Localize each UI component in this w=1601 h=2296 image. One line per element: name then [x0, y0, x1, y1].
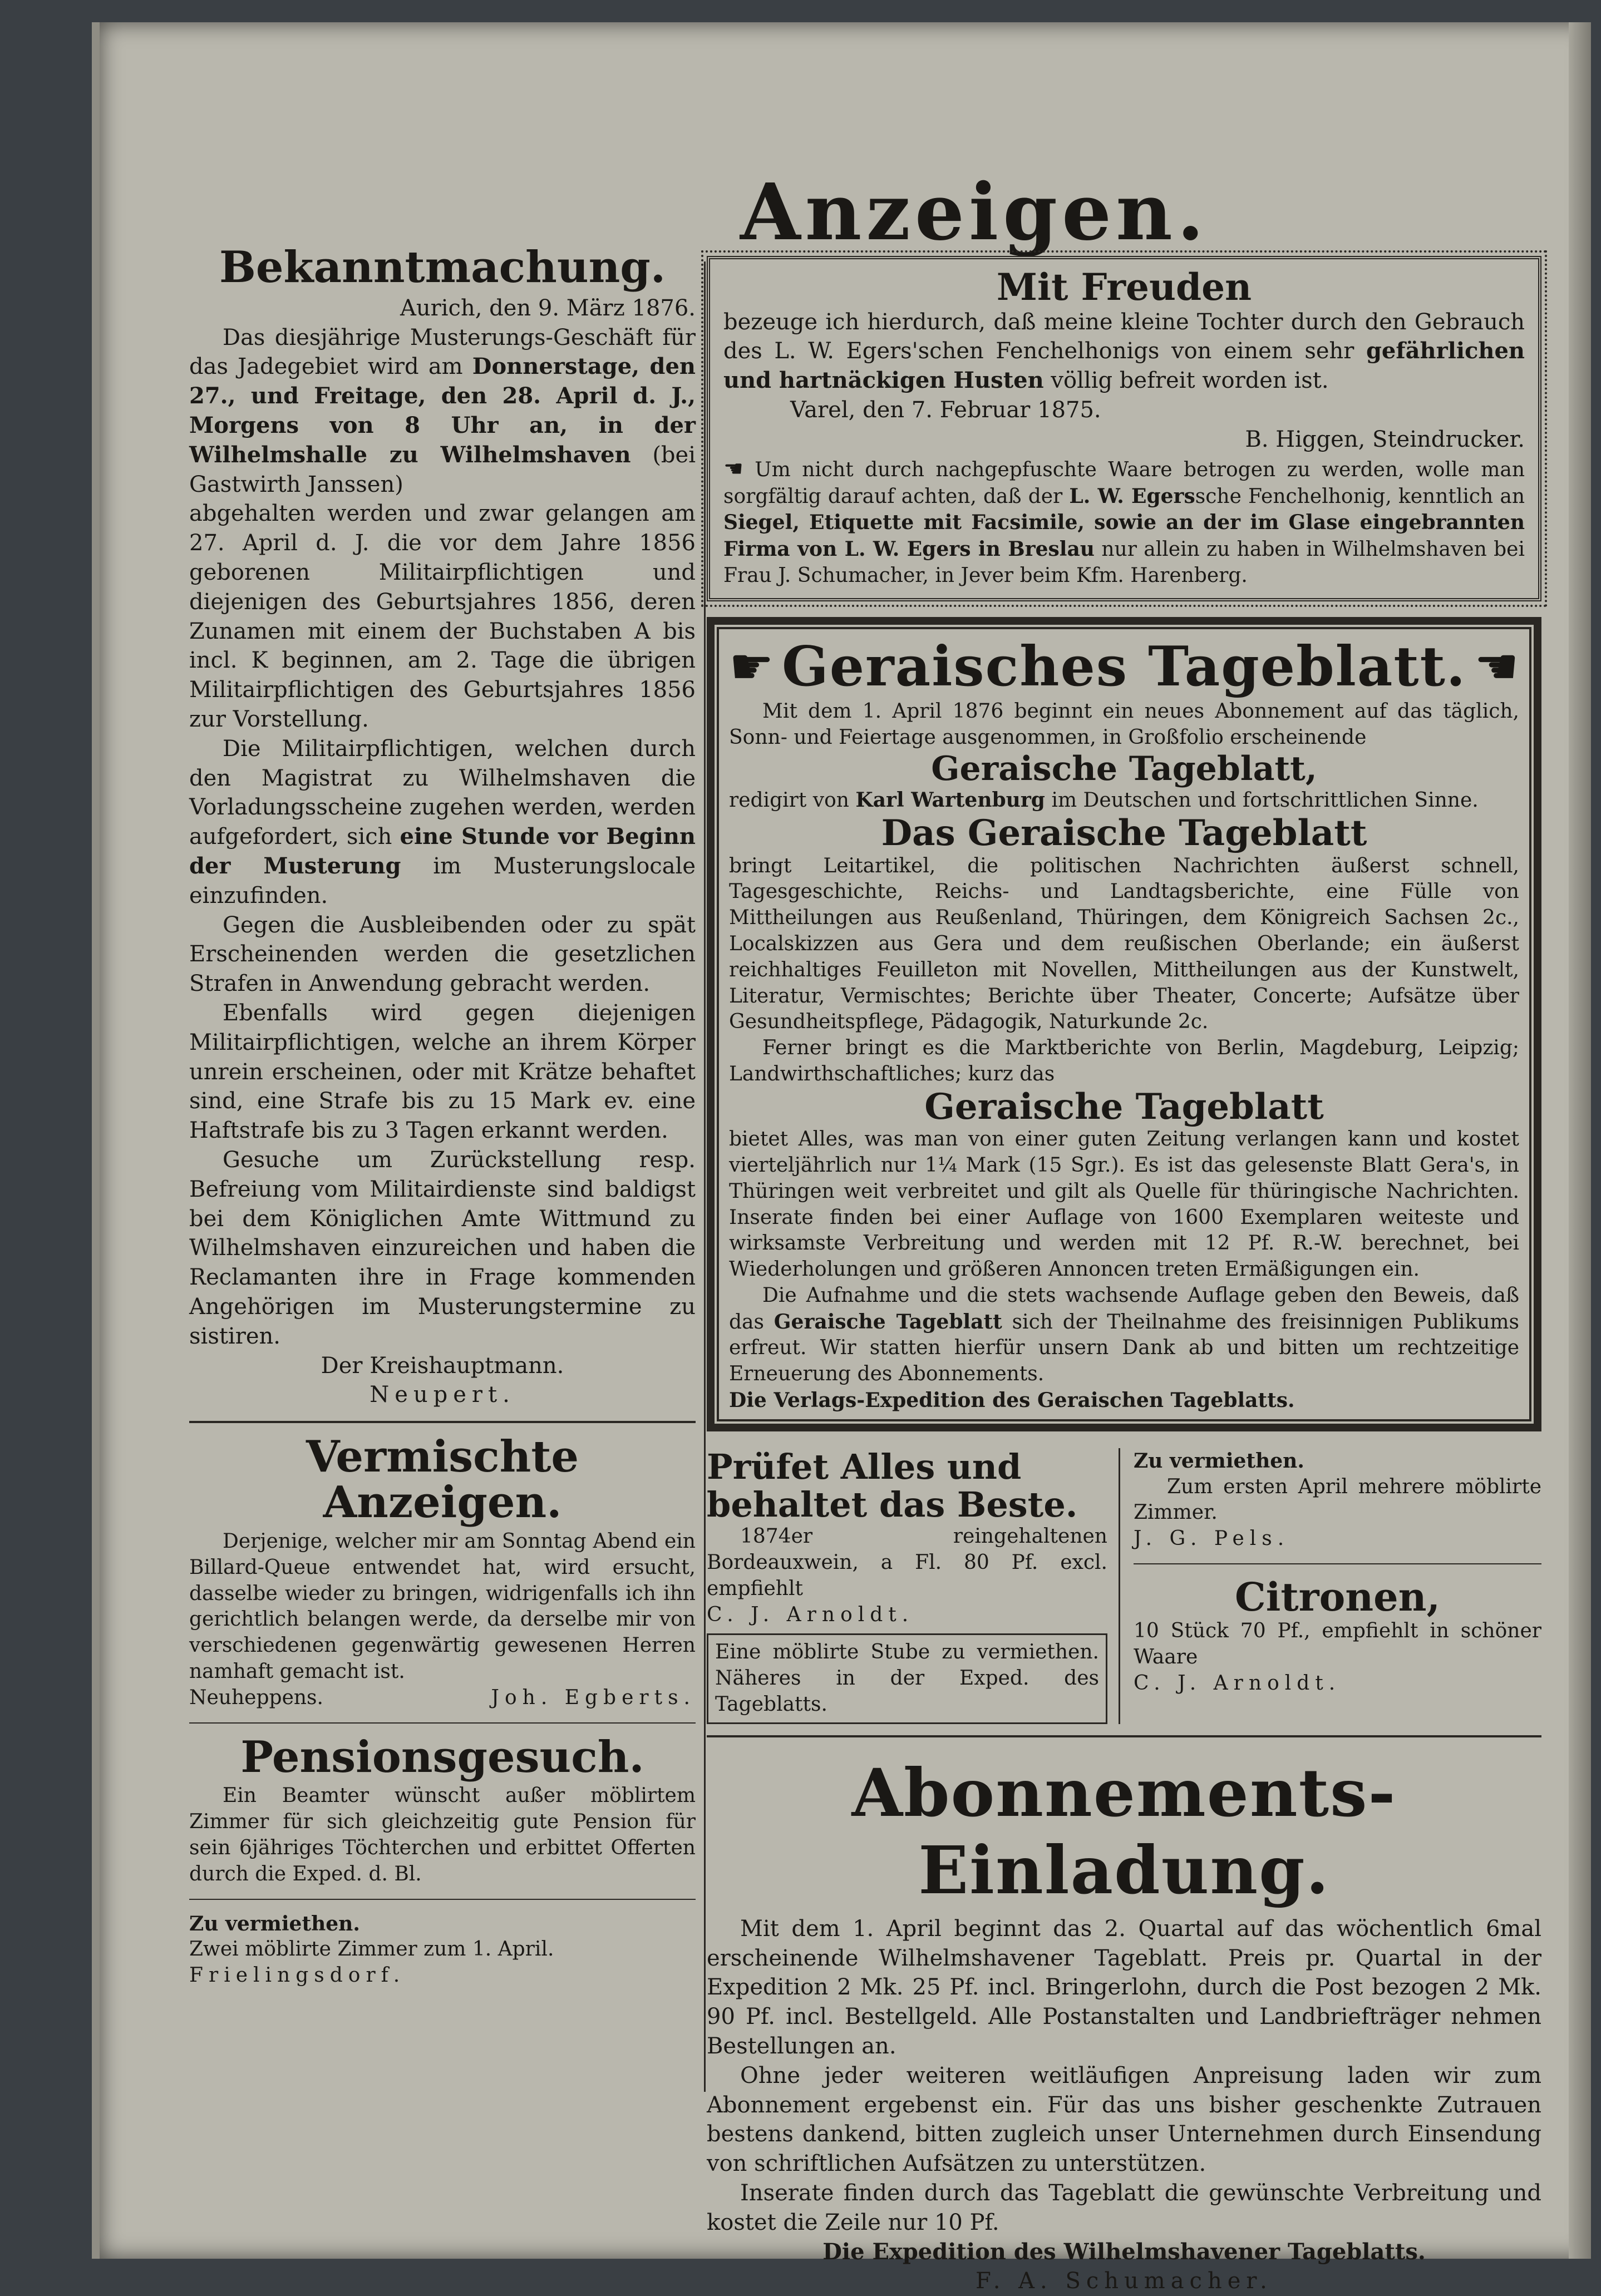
bold-text: L. W. Egers	[1069, 484, 1195, 508]
pension-section	[189, 1731, 696, 1888]
bold-text: Siegel, Etiquette mit Facsimile, sowie an der im Glase eingebrannten Firma von L. W. Egers in Breslau	[723, 511, 1525, 561]
abo-text3: Inserate finden durch das Tageblatt die gewünschte Verbreitung und kostet die Zeile nur 10 Pf.	[707, 2180, 1541, 2235]
divider	[189, 1899, 696, 1900]
bekanntmachung-para4: Gegen die Ausbleibenden oder zu spät Erscheinenden werden die gesetzlichen Strafen in Anwendung gebracht werden.	[189, 912, 696, 997]
vermieten-left-text: Zwei möblirte Zimmer zum 1. April.	[189, 1938, 554, 1961]
freuden-text	[723, 308, 1525, 396]
pointing-hand-icon: ☛	[1474, 637, 1519, 696]
page-edge	[1569, 22, 1591, 2259]
citronen-title: Citronen,	[1235, 1574, 1440, 1621]
column-divider	[704, 261, 706, 2092]
abo-text1: Mit dem 1. April beginnt das 2. Quartal auf das wöchentlich 6mal erscheinende Wilhelmshavener Tageblatt. Preis pr. Quartal in der Expedition 2 Mk. 25 Pf. incl. Bringerlohn, durch die Post bezogen 2 Mk. 90 Pf. incl. Bestellgeld. Alle Postanstalten und Landbriefträger nehmen Bestellungen an.	[707, 1915, 1541, 2060]
freuden-ad	[707, 256, 1541, 601]
bekanntmachung-title: Bekanntmachung.	[219, 242, 666, 293]
abo-text2: Ohne jeder weiteren weitläufigen Anpreisung laden wir zum Abonnement ergebenst ein. Für das uns bisher geschenkte Zutrauen bestens dankend, bitten zugleich unser Unternehmen durch Einsendung von schriftlichen Aufsätzen zu unterstützen.	[707, 2062, 1541, 2177]
divider	[189, 1421, 696, 1423]
text: nur allein zu haben in Wilhelmshaven bei Frau J. Schumacher, in Jever beim Kfm. Harenberg.	[723, 538, 1525, 587]
text: redigirt von	[729, 789, 849, 812]
bold-text: Karl Wartenburg	[855, 788, 1045, 812]
bekanntmachung-para6: Gesuche um Zurückstellung resp. Befreiung vom Militairdienste sind baldigst bei dem Königlichen Amte Wittmund zu Wilhelmshaven einzureichen und haben die Reclamanten ihre in Frage kommenden Angehörigen im Musterungstermine zu sistiren.	[189, 1147, 696, 1349]
pruefet-name: C. J. Arnoldt.	[707, 1603, 914, 1626]
text: Die Militairpflichtigen, welchen durch den Magistrat zu Wilhelmshaven die Vorladungsscheine zugehen werden, werden aufgefordert, sich	[189, 735, 696, 850]
gera-text2	[729, 787, 1519, 814]
gera-text5: bietet Alles, was man von einer guten Zeitung verlangen kann und kostet vierteljährlich nur 1¼ Mark (15 Sgr.). Es ist das gelesenste Blatt Gera's, in Thüringen weit verbreitet und gilt als Quelle für thüringische Nachrichten. Inserate finden bei einer Auflage von 1600 Exemplaren weiteste und wirksamste Verbreitung und werden mit 12 Pf. R.-W. berechnet, bei Wiederholungen und größeren Annoncen treten Ermäßigungen ein.	[729, 1128, 1519, 1281]
signer-role: Der Kreishauptmann.	[321, 1352, 564, 1379]
right-column	[707, 256, 1541, 2296]
text: (bei Gastwirth Janssen)	[189, 442, 696, 497]
signer-name: Neupert.	[370, 1382, 515, 1408]
pointing-hand-icon: ☛	[729, 637, 774, 696]
divider	[707, 1735, 1541, 1737]
text: im Musterungslocale einzufinden.	[189, 853, 696, 908]
bekanntmachung-date: Aurich, den 9. März 1876.	[400, 295, 696, 321]
text: Die Aufnahme und die stets wachsende Auflage geben den Beweis, daß das	[729, 1283, 1519, 1334]
text: im Deutschen und fortschrittlichen Sinne.	[1051, 789, 1479, 812]
vermischte-title: Vermischte Anzeigen.	[306, 1431, 579, 1528]
vermieten-left-name: Frielingsdorf.	[189, 1964, 406, 1987]
gera-header	[729, 635, 1519, 699]
page-title: Anzeigen.	[740, 167, 1209, 258]
citronen-name: C. J. Arnoldt.	[1134, 1671, 1341, 1695]
gera-text4: Ferner bringt es die Marktberichte von Berlin, Magdeburg, Leipzig; Landwirthschaftliches; kurz das	[729, 1036, 1519, 1085]
bekanntmachung-para2: abgehalten werden und zwar gelangen am 27. April d. J. die vor dem Jahre 1856 geborenen Militairpflichtigen und diejenigen des Geburtsjahres 1856, deren Zunamen mit einem der Buchstaben A bis incl. K beginnen, am 2. Tage die übrigen Militairpflichtigen des Geburtsjahres 1856 zur Vorstellung.	[189, 501, 696, 733]
gera-subtitle1: Geraische Tageblatt,	[931, 749, 1317, 789]
vermischte-section	[189, 1431, 696, 1711]
divider	[1134, 1563, 1541, 1564]
abonnements-section	[707, 1754, 1541, 2296]
freuden-note	[723, 455, 1525, 589]
stube-note-text: Eine möblirte Stube zu vermiethen. Näheres in der Exped. des Tageblatts.	[715, 1641, 1099, 1716]
bold-text: Geraische Tageblatt	[774, 1310, 1002, 1334]
small-ads-row	[707, 1448, 1541, 1724]
gera-title: Geraisches Tageblatt.	[782, 634, 1466, 699]
pointing-hand-icon: ☛	[723, 456, 743, 482]
bold-text: Donnerstage, den 27., und Freitage, den 28. April d. J., Morgens von 8 Uhr an, in der Wilhelmshalle zu Wilhelmshaven	[189, 353, 696, 468]
pruefet-ad	[707, 1448, 1120, 1724]
pruefet-text: 1874er reingehaltenen Bordeauxwein, a Fl. 80 Pf. excl. empfiehlt	[707, 1525, 1107, 1600]
gera-text6	[729, 1283, 1519, 1388]
bekanntmachung-para3	[189, 734, 696, 911]
bekanntmachung-section	[189, 242, 696, 1410]
gera-subtitle2: Das Geraische Tageblatt	[881, 812, 1367, 855]
stube-note	[707, 1633, 1107, 1724]
text: Um nicht durch nachgepfuschte Waare betrogen zu werden, wolle man sorgfältig darauf achten, daß der	[723, 458, 1525, 508]
vermieten-right-name: J. G. Pels.	[1134, 1527, 1290, 1551]
abo-name: F. A. Schumacher.	[976, 2268, 1273, 2294]
pension-text: Ein Beamter wünscht außer möblirtem Zimmer für sich gleichzeitig gute Pension für sein 6jähriges Töchterchen und erbittet Offerten durch die Exped. d. Bl.	[189, 1784, 696, 1885]
gera-ad	[707, 617, 1541, 1431]
vermieten-right-title: Zu vermiethen.	[1134, 1449, 1304, 1473]
left-column	[189, 242, 696, 1989]
vermischte-footer	[189, 1685, 696, 1711]
vermieten-left-title: Zu vermiethen.	[189, 1912, 360, 1935]
bold-text: eine Stunde vor Beginn der Musterung	[189, 823, 696, 880]
citronen-text: 10 Stück 70 Pf., empfiehlt in schöner Waare	[1134, 1619, 1541, 1668]
freuden-signer: B. Higgen, Steindrucker.	[1245, 426, 1525, 452]
bekanntmachung-para1	[189, 323, 696, 500]
abo-title: Abonnements-Einladung.	[851, 1754, 1397, 1909]
freuden-date: Varel, den 7. Februar 1875.	[790, 397, 1101, 423]
right-small-ads	[1120, 1448, 1541, 1724]
text: sche Fenchelhonig, kenntlich an	[1195, 485, 1525, 508]
text: sich der Theilnahme des freisinnigen Publikums erfreut. Wir statten hierfür unsern Dank ab und bitten um rechtzeitige Erneuerung des Abonnements.	[729, 1310, 1519, 1386]
vermieten-right-text: Zum ersten April mehrere möblirte Zimmer.	[1134, 1475, 1541, 1524]
gera-text1: Mit dem 1. April 1876 beginnt ein neues Abonnement auf das täglich, Sonn- und Feiertage ausgenommen, in Großfolio erscheinende	[729, 699, 1519, 749]
abo-footer: Die Expedition des Wilhelmshavener Tageblatts.	[822, 2238, 1426, 2265]
pruefet-title: Prüfet Alles und behaltet das Beste.	[707, 1446, 1078, 1525]
text: Das diesjährige Musterungs-Geschäft für das Jadegebiet wird am	[189, 324, 696, 380]
vermischte-text: Derjenige, welcher mir am Sonntag Abend ein Billard-Queue entwendet hat, wird ersucht, dasselbe wieder zu bringen, widrigenfalls ich ihn gerichtlich belangen werde, da derselbe mir von verschiedenen gegenwärtig gewesenen Herren namhaft gemacht ist.	[189, 1529, 696, 1683]
gera-subtitle3: Geraische Tageblatt	[924, 1085, 1324, 1128]
freuden-title: Mit Freuden	[996, 265, 1252, 309]
gera-text3: bringt Leitartikel, die politischen Nachrichten äußerst schnell, Tagesgeschichte, Reichs- und Landtagsberichte, eine Fülle von Mittheilungen aus Reußenland, Thüringen, dem Königreich Sachsen 2c., Localskizzen aus Gera und dem reußischen Oberlande; ein äußerst reichhaltiges Feuilleton mit Novellen, Mittheilungen aus der Kunstwelt, Literatur, Vermischtes; Berichte über Theater, Concerte; Aufsätze über Gesundheitspflege, Pädagogik, Naturkunde 2c.	[729, 854, 1519, 1034]
text: bezeuge ich hierdurch, daß meine kleine Tochter durch den Gebrauch des L. W. Egers'schen Fenchelhonigs von einem sehr	[723, 309, 1525, 364]
vermischte-place: Neuheppens.	[189, 1686, 323, 1709]
gera-footer: Die Verlags-Expedition des Geraischen Tageblatts.	[729, 1389, 1295, 1413]
vermieten-left-section	[189, 1911, 696, 1989]
text: völlig befreit worden ist.	[1051, 368, 1329, 394]
vermischte-name: Joh. Egberts.	[491, 1686, 696, 1709]
bekanntmachung-para5: Ebenfalls wird gegen diejenigen Militairpflichtigen, welche an ihrem Körper unrein erscheinen, oder mit Krätze behaftet sind, eine Strafe bis zu 15 Mark ev. eine Haftstrafe bis zu 3 Tagen erkannt werden.	[189, 1000, 696, 1144]
pension-title: Pensionsgesuch.	[240, 1731, 644, 1783]
bold-text: gefährlichen und hartnäckigen Husten	[723, 338, 1525, 394]
divider	[189, 1722, 696, 1724]
